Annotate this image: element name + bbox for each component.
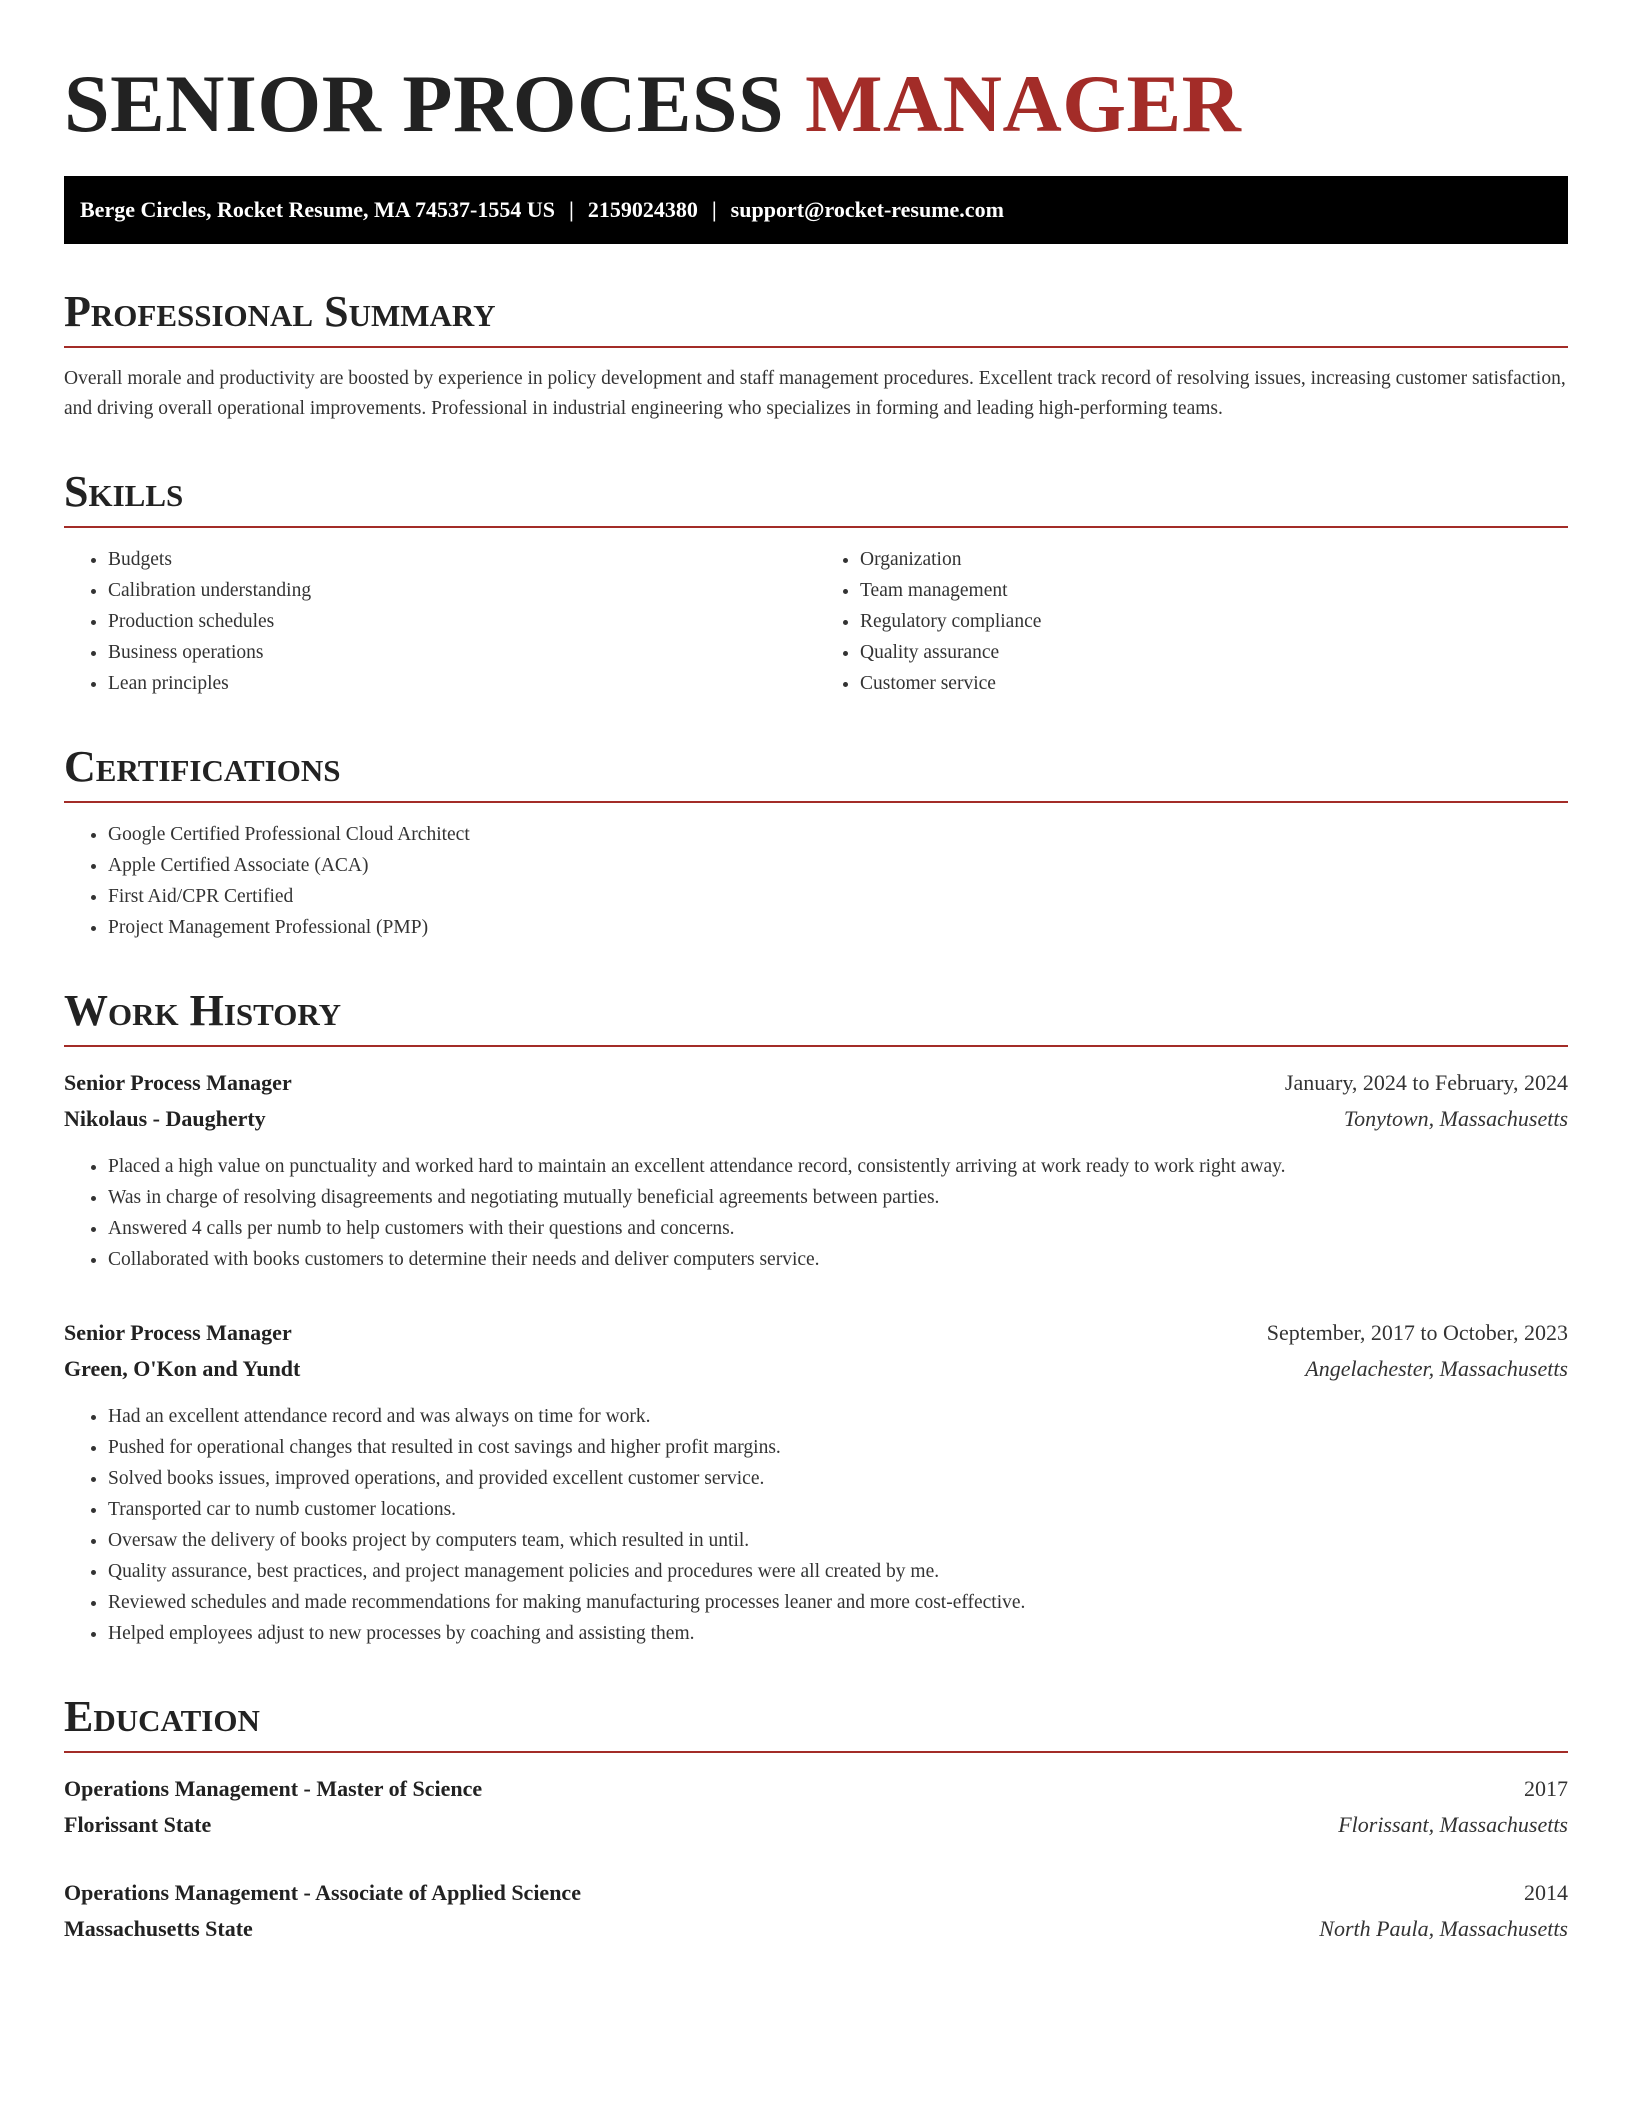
certification-item: • Google Certified Professional Cloud Architect [108, 819, 1568, 850]
job-bullet: • Placed a high value on punctuality and worked hard to maintain an excellent attendance record, consistently arriving at work ready to work right away. [108, 1151, 1568, 1182]
skills-list-left [64, 544, 816, 699]
job-location: Angelachester, Massachusetts [1305, 1356, 1568, 1381]
contact-bar [64, 176, 1568, 244]
education-school: Massachusetts State [64, 1916, 253, 1941]
certification-item: • First Aid/CPR Certified [108, 881, 1568, 912]
education-entry-header [64, 1875, 1568, 1911]
education-location: North Paula, Massachusetts [1319, 1916, 1568, 1941]
skills-heading: Skills [64, 468, 1568, 528]
education-year: 2017 [1524, 1776, 1568, 1801]
job-bullets [64, 1401, 1568, 1649]
education-entry [64, 1875, 1568, 1947]
job-location: Tonytown, Massachusetts [1343, 1106, 1568, 1131]
skill-item: • Budgets [108, 544, 816, 575]
certifications-section [64, 743, 1568, 943]
job-bullet: • Had an excellent attendance record and was always on time for work. [108, 1401, 1568, 1432]
certifications-list [64, 819, 1568, 943]
job-title: Senior Process Manager [64, 1320, 292, 1345]
summary-heading: Professional Summary [64, 288, 1568, 348]
skill-item: • Team management [860, 575, 1568, 606]
contact-separator: | [568, 197, 574, 222]
education-entry-subheader [64, 1807, 1568, 1843]
skill-item: • Calibration understanding [108, 575, 816, 606]
skill-item: • Lean principles [108, 668, 816, 699]
job-bullet: • Answered 4 calls per numb to help customers with their questions and concerns. [108, 1213, 1568, 1244]
work-entry [64, 1065, 1568, 1275]
contact-address: Berge Circles, Rocket Resume, MA 74537-1554 US [80, 197, 555, 222]
education-degree: Operations Management - Master of Science [64, 1776, 483, 1801]
certification-item: • Apple Certified Associate (ACA) [108, 850, 1568, 881]
work-entry [64, 1315, 1568, 1649]
work-heading: Work History [64, 987, 1568, 1047]
job-bullet: • Pushed for operational changes that resulted in cost savings and higher profit margins. [108, 1432, 1568, 1463]
certification-item: • Project Management Professional (PMP) [108, 912, 1568, 943]
job-bullet: • Solved books issues, improved operations, and provided excellent customer service. [108, 1463, 1568, 1494]
job-dates: September, 2017 to October, 2023 [1266, 1320, 1568, 1345]
job-bullet: • Oversaw the delivery of books project by computers team, which resulted in until. [108, 1525, 1568, 1556]
skills-list-right [816, 544, 1568, 699]
job-bullet: • Reviewed schedules and made recommendations for making manufacturing processes leaner and more cost-effective. [108, 1587, 1568, 1618]
title-accent: MANAGER [805, 58, 1242, 149]
education-location: Florissant, Massachusetts [1338, 1812, 1568, 1837]
contact-phone: 2159024380 [587, 197, 698, 222]
job-bullet: • Helped employees adjust to new processes by coaching and assisting them. [108, 1618, 1568, 1649]
work-entry-subheader [64, 1101, 1568, 1137]
work-entry-header [64, 1315, 1568, 1351]
summary-text: Overall morale and productivity are boosted by experience in policy development and staff management procedures. Excellent track record of resolving issues, increasing customer satisfaction, and driving overall operational improvements. Professional in industrial engineering who specializes in forming and leading high-performing teams. [64, 368, 1566, 419]
work-section [64, 987, 1568, 1649]
education-school: Florissant State [64, 1812, 212, 1837]
skill-item: • Production schedules [108, 606, 816, 637]
education-degree: Operations Management - Associate of Applied Science [64, 1880, 581, 1905]
education-entry-subheader [64, 1911, 1568, 1947]
skill-item: • Customer service [860, 668, 1568, 699]
work-entry-header [64, 1065, 1568, 1101]
skills-grid [64, 544, 1568, 699]
skills-section [64, 468, 1568, 699]
contact-separator: | [711, 197, 717, 222]
job-company: Green, O'Kon and Yundt [64, 1356, 301, 1381]
job-bullets [64, 1151, 1568, 1275]
job-bullet: • Collaborated with books customers to determine their needs and deliver computers service. [108, 1244, 1568, 1275]
job-dates: January, 2024 to February, 2024 [1284, 1070, 1568, 1095]
skill-item: • Regulatory compliance [860, 606, 1568, 637]
skill-item: • Organization [860, 544, 1568, 575]
certifications-heading: Certifications [64, 743, 1568, 803]
education-section [64, 1693, 1568, 1947]
education-entry-header [64, 1771, 1568, 1807]
job-company: Nikolaus - Daugherty [64, 1106, 266, 1131]
job-title: Senior Process Manager [64, 1070, 292, 1095]
job-bullet: • Transported car to numb customer locations. [108, 1494, 1568, 1525]
education-entry [64, 1771, 1568, 1843]
job-bullet: • Quality assurance, best practices, and project management policies and procedures were all created by me. [108, 1556, 1568, 1587]
title-main: SENIOR PROCESS [64, 58, 785, 149]
summary-section [64, 288, 1568, 424]
job-bullet: • Was in charge of resolving disagreements and negotiating mutually beneficial agreements between parties. [108, 1182, 1568, 1213]
work-entry-subheader [64, 1351, 1568, 1387]
education-heading: Education [64, 1693, 1568, 1753]
contact-email: support@rocket-resume.com [730, 197, 1004, 222]
skill-item: • Business operations [108, 637, 816, 668]
education-year: 2014 [1524, 1880, 1568, 1905]
skill-item: • Quality assurance [860, 637, 1568, 668]
resume-title [64, 56, 1568, 152]
